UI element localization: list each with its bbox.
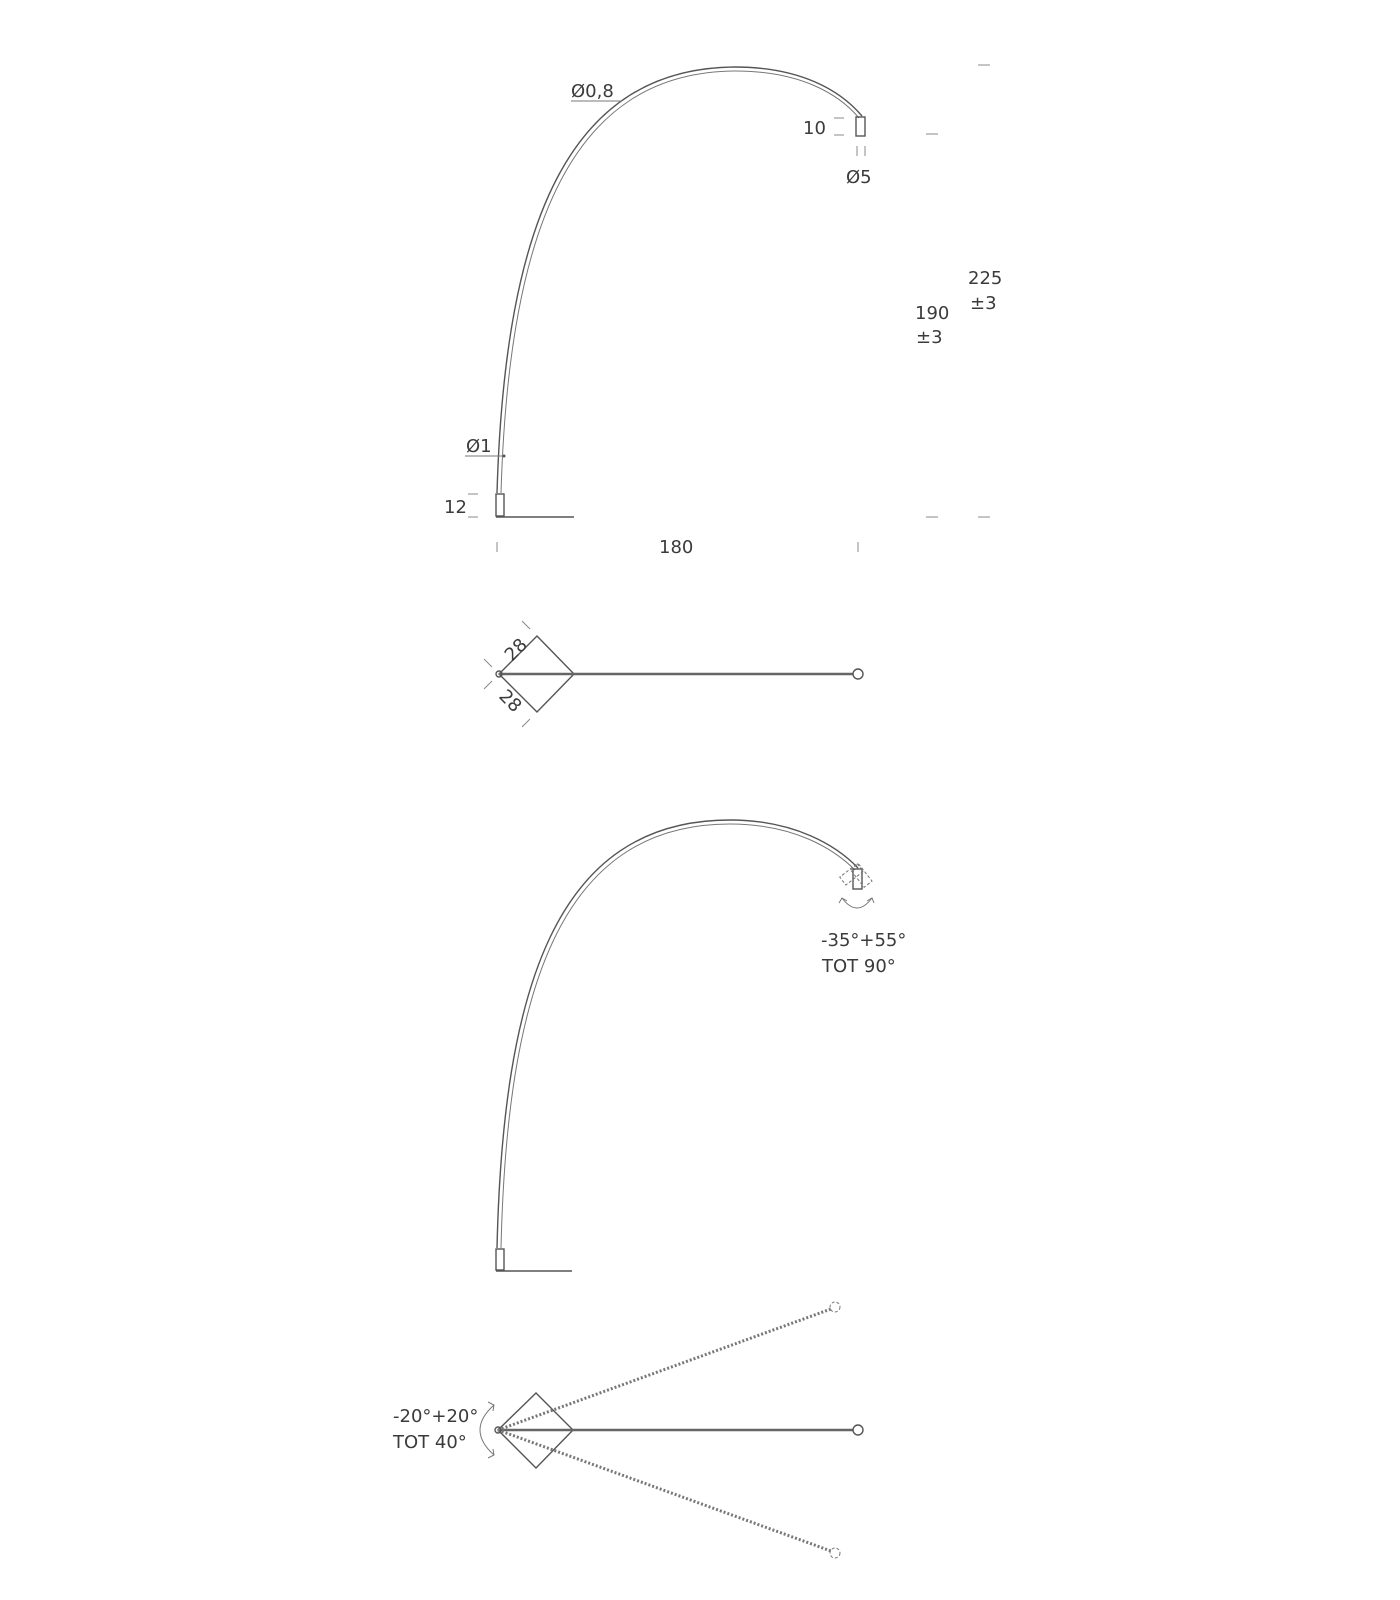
light-height-label: 190 xyxy=(915,303,950,324)
side-view xyxy=(444,65,1002,558)
head-circle-rotated-down xyxy=(830,1548,840,1558)
total-height-tolerance: ±3 xyxy=(970,293,997,314)
head-circle-rotated-up xyxy=(830,1302,840,1312)
arc-tube-2 xyxy=(497,820,858,1248)
arm-rotation-total: TOT 40° xyxy=(393,1432,467,1453)
side-a-tick-2 xyxy=(522,621,530,629)
arm-rail-rotated-up xyxy=(498,1309,831,1430)
head-rotation-range: -35°+55° xyxy=(821,930,907,951)
side-a-tick-1 xyxy=(484,659,492,667)
reach-label: 180 xyxy=(659,537,694,558)
tube-bottom-point xyxy=(503,455,506,458)
side-b-tick-1 xyxy=(484,681,492,689)
arc-tube-2-inner xyxy=(501,824,855,1248)
head-circle-2 xyxy=(853,1425,863,1435)
head-height-label: 10 xyxy=(803,118,826,139)
head-rotation-view xyxy=(496,820,906,1271)
head-diameter-label: Ø5 xyxy=(846,167,872,188)
arm-rotation-view xyxy=(392,1302,863,1558)
side-b-tick-2 xyxy=(522,719,530,727)
top-view xyxy=(484,621,863,727)
base-height-label: 12 xyxy=(444,497,467,518)
head-rotation-total: TOT 90° xyxy=(822,956,896,977)
tube-top-diameter-label: Ø0,8 xyxy=(571,81,614,102)
head-circle xyxy=(853,669,863,679)
head-rotation-arrow xyxy=(842,898,872,908)
base-post xyxy=(496,494,504,516)
base-post-2 xyxy=(496,1249,504,1270)
light-height-tolerance: ±3 xyxy=(916,327,943,348)
base-side-a-label: 28 xyxy=(500,634,532,666)
total-height-label: 225 xyxy=(968,268,1003,289)
arm-rail-rotated-down xyxy=(498,1430,831,1551)
lamp-head xyxy=(856,117,865,136)
arm-rotation-range: -20°+20° xyxy=(393,1406,479,1427)
arm-rotation-arrow xyxy=(480,1405,494,1455)
base-side-b-label: 28 xyxy=(494,685,526,717)
tube-bottom-diameter-label: Ø1 xyxy=(466,436,492,457)
